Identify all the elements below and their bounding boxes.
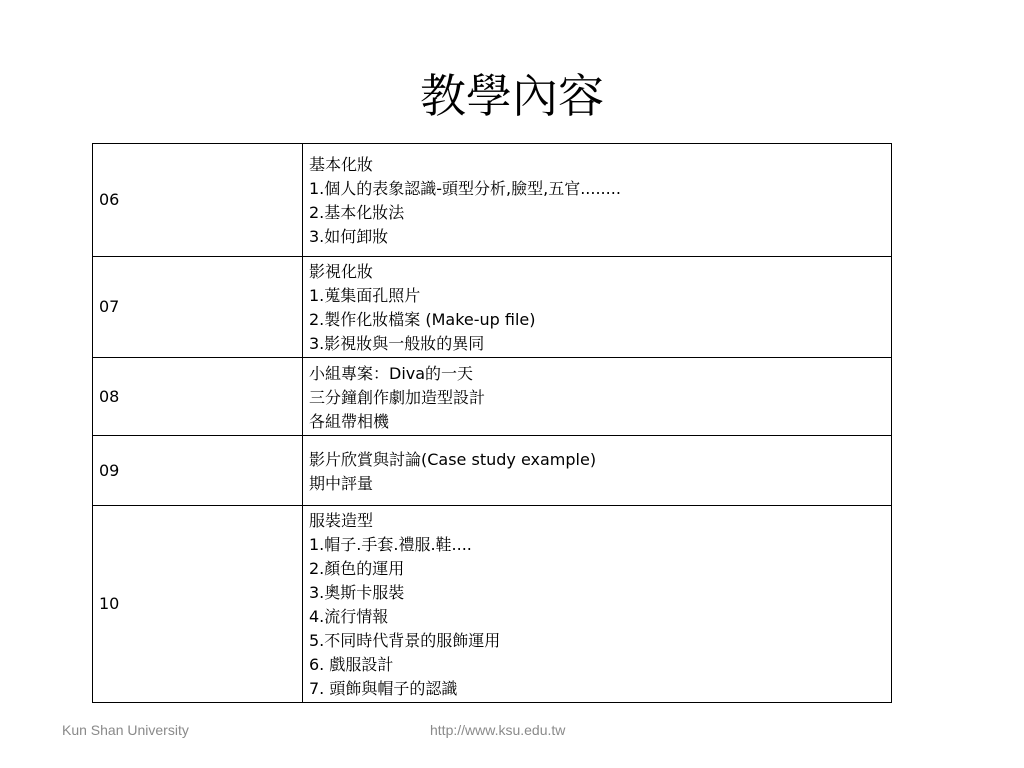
content-line: 2.顏色的運用: [309, 559, 405, 578]
week-cell: 07: [93, 257, 303, 358]
content-line: 1.蒐集面孔照片: [309, 286, 421, 305]
content-line: 基本化妝: [309, 155, 374, 174]
week-cell: 10: [93, 506, 303, 703]
table-row: [93, 257, 892, 358]
table-row: [93, 144, 892, 257]
content-line: 小組專案：Diva的一天: [309, 363, 474, 383]
footer-url: http://www.ksu.edu.tw: [430, 722, 566, 738]
content-line: 3.如何卸妝: [309, 227, 389, 246]
content-line: 7. 頭飾與帽子的認識: [309, 679, 458, 698]
week-cell: 09: [93, 436, 303, 506]
footer-university: Kun Shan University: [62, 722, 189, 738]
week-cell: 06: [93, 144, 303, 257]
content-line: 3.影視妝與一般妝的異同: [309, 334, 485, 353]
content-line: 2.製作化妝檔案 (Make-up file): [309, 310, 536, 329]
content-line: 期中評量: [309, 473, 374, 493]
content-cell: [303, 506, 892, 703]
content-cell: [303, 358, 892, 436]
content-line: 影片欣賞與討論(Case study example): [309, 449, 597, 469]
content-cell: [303, 257, 892, 358]
content-line: 服裝造型: [309, 511, 374, 530]
content-line: 各組帶相機: [309, 411, 390, 431]
page-title: 教學內容: [420, 68, 604, 123]
content-line: 影視化妝: [309, 262, 374, 281]
schedule-table: [92, 143, 892, 703]
content-line: 4.流行情報: [309, 607, 389, 626]
content-line: 1.個人的表象認識-頭型分析,臉型,五官........: [309, 179, 621, 198]
table-row: [93, 436, 892, 506]
content-line: 三分鐘創作劇加造型設計: [309, 387, 486, 407]
content-line: 2.基本化妝法: [309, 203, 405, 222]
content-line: 3.奧斯卡服裝: [309, 583, 405, 602]
table-row: [93, 358, 892, 436]
week-cell: 08: [93, 358, 303, 436]
content-cell: [303, 144, 892, 257]
content-line: 6. 戲服設計: [309, 655, 394, 674]
table-row: [93, 506, 892, 703]
content-line: 5.不同時代背景的服飾運用: [309, 631, 501, 650]
content-line: 1.帽子.手套.禮服.鞋....: [309, 535, 472, 554]
content-cell: [303, 436, 892, 506]
